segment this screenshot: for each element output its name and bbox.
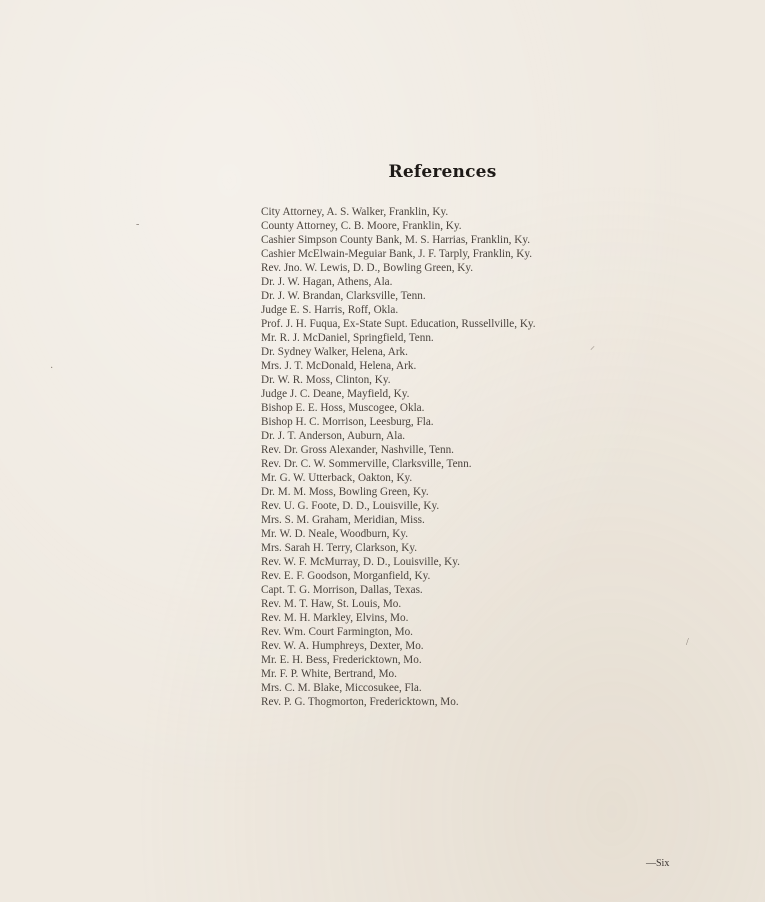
paper-mark: · xyxy=(50,363,54,374)
reference-item: Mr. G. W. Utterback, Oakton, Ky. xyxy=(261,472,413,484)
reference-item: Rev. E. F. Goodson, Morganfield, Ky. xyxy=(261,570,431,582)
paper-mark: ⸝ xyxy=(590,341,595,352)
reference-item: Mr. F. P. White, Bertrand, Mo. xyxy=(261,668,397,680)
reference-item: City Attorney, A. S. Walker, Franklin, Ky. xyxy=(261,206,449,218)
reference-item: Rev. Wm. Court Farmington, Mo. xyxy=(261,626,413,638)
paper-mark: - xyxy=(136,219,140,230)
reference-item: Dr. J. W. Brandan, Clarksville, Tenn. xyxy=(261,290,426,302)
reference-item: Dr. Sydney Walker, Helena, Ark. xyxy=(261,346,408,358)
reference-item: Judge E. S. Harris, Roff, Okla. xyxy=(261,304,399,316)
reference-item: Mrs. Sarah H. Terry, Clarkson, Ky. xyxy=(261,542,418,554)
reference-item: Rev. M. H. Markley, Elvins, Mo. xyxy=(261,612,409,624)
reference-item: Mrs. J. T. McDonald, Helena, Ark. xyxy=(261,360,417,372)
reference-item: Mrs. C. M. Blake, Miccosukee, Fla. xyxy=(261,682,422,694)
page-heading: References xyxy=(388,162,497,182)
paper-mark: / xyxy=(686,637,689,648)
reference-item: Rev. Jno. W. Lewis, D. D., Bowling Green, Ky. xyxy=(261,262,474,274)
reference-item: Dr. W. R. Moss, Clinton, Ky. xyxy=(261,374,391,386)
reference-item: Dr. J. T. Anderson, Auburn, Ala. xyxy=(261,430,406,442)
reference-item: Mrs. S. M. Graham, Meridian, Miss. xyxy=(261,514,425,526)
reference-item: Rev. W. A. Humphreys, Dexter, Mo. xyxy=(261,640,424,652)
reference-item: Bishop E. E. Hoss, Muscogee, Okla. xyxy=(261,402,425,414)
reference-item: Rev. Dr. Gross Alexander, Nashville, Tenn. xyxy=(261,444,454,456)
reference-item: Mr. E. H. Bess, Fredericktown, Mo. xyxy=(261,654,422,666)
reference-item: Prof. J. H. Fuqua, Ex-State Supt. Education, Russellville, Ky. xyxy=(261,318,536,330)
reference-item: Rev. W. F. McMurray, D. D., Louisville, Ky. xyxy=(261,556,460,568)
reference-item: Dr. M. M. Moss, Bowling Green, Ky. xyxy=(261,486,429,498)
reference-item: County Attorney, C. B. Moore, Franklin, Ky. xyxy=(261,220,462,232)
reference-item: Rev. M. T. Haw, St. Louis, Mo. xyxy=(261,598,402,610)
reference-item: Mr. R. J. McDaniel, Springfield, Tenn. xyxy=(261,332,434,344)
reference-item: Rev. Dr. C. W. Sommerville, Clarksville, Tenn. xyxy=(261,458,472,470)
reference-item: Cashier Simpson County Bank, M. S. Harrias, Franklin, Ky. xyxy=(261,234,531,246)
reference-item: Mr. W. D. Neale, Woodburn, Ky. xyxy=(261,528,409,540)
reference-item: Capt. T. G. Morrison, Dallas, Texas. xyxy=(261,584,423,596)
reference-item: Rev. P. G. Thogmorton, Fredericktown, Mo. xyxy=(261,696,459,708)
page-number: —Six xyxy=(646,858,670,869)
reference-item: Dr. J. W. Hagan, Athens, Ala. xyxy=(261,276,393,288)
reference-item: Cashier McElwain-Meguiar Bank, J. F. Tarply, Franklin, Ky. xyxy=(261,248,533,260)
reference-list xyxy=(261,205,536,709)
reference-item: Rev. U. G. Foote, D. D., Louisville, Ky. xyxy=(261,500,440,512)
reference-item: Bishop H. C. Morrison, Leesburg, Fla. xyxy=(261,416,434,428)
reference-item: Judge J. C. Deane, Mayfield, Ky. xyxy=(261,388,410,400)
